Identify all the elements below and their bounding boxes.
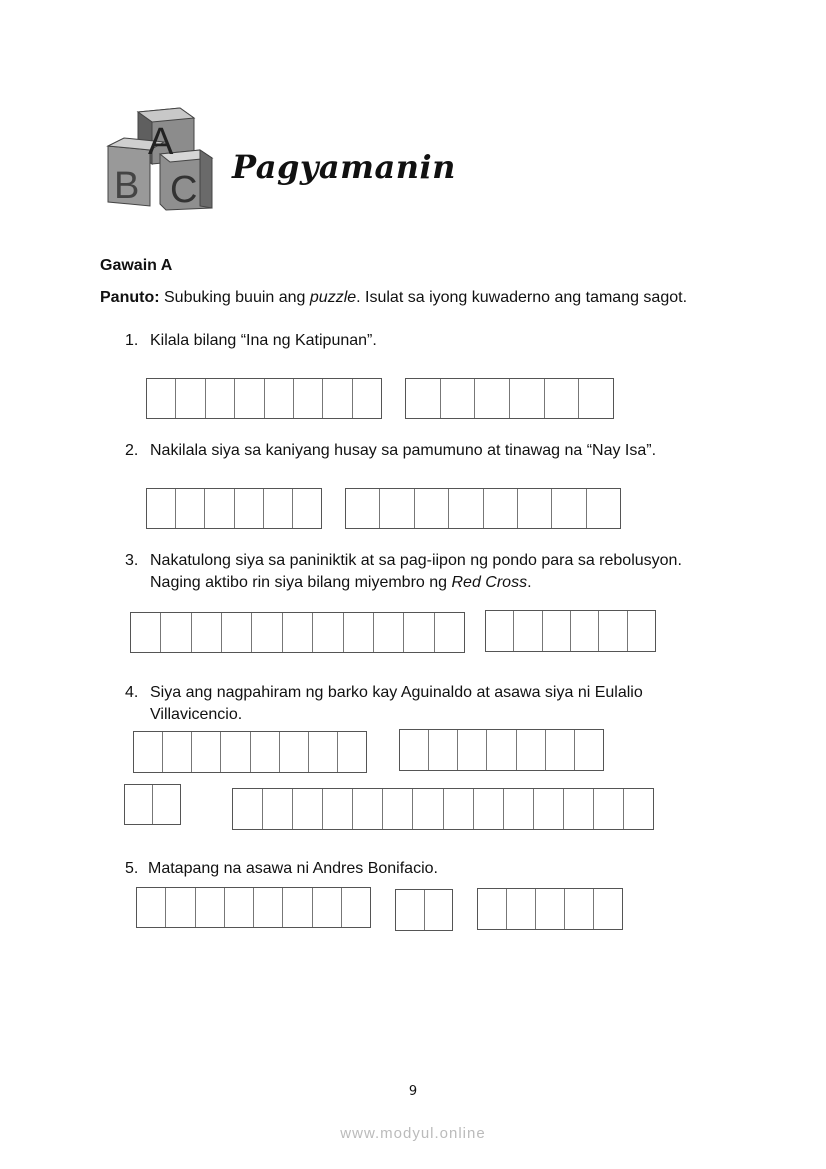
answer-cell[interactable] [221, 732, 250, 772]
question-text: Siya ang nagpahiram ng barko kay Aguinaldo at asawa siya ni Eulalio [150, 684, 643, 701]
question-text-line2 [150, 572, 532, 594]
answer-cell[interactable] [415, 489, 449, 528]
answer-cell[interactable] [235, 489, 264, 528]
answer-cell[interactable] [396, 890, 425, 930]
answer-cell[interactable] [225, 888, 254, 927]
answer-cell[interactable] [487, 730, 516, 770]
answer-cell[interactable] [517, 730, 546, 770]
answer-cell[interactable] [147, 489, 176, 528]
answer-cell[interactable] [579, 379, 613, 418]
answer-cell[interactable] [293, 789, 323, 829]
instruction-text-after: . Isulat sa iyong kuwaderno ang tamang sagot. [356, 289, 688, 306]
answer-cell[interactable] [444, 789, 474, 829]
answer-cell[interactable] [383, 789, 413, 829]
answer-cell[interactable] [400, 730, 429, 770]
answer-cell[interactable] [552, 489, 586, 528]
page-number: 9 [408, 1084, 418, 1099]
answer-cell[interactable] [313, 613, 343, 652]
answer-cell[interactable] [233, 789, 263, 829]
answer-cell[interactable] [546, 730, 575, 770]
question-4 [125, 682, 805, 726]
question-text-line2-after: . [527, 574, 532, 591]
answer-cell[interactable] [380, 489, 414, 528]
instruction-text-italic: puzzle [309, 289, 357, 306]
answer-cell[interactable] [571, 611, 599, 651]
answer-cell[interactable] [474, 789, 504, 829]
answer-cell[interactable] [475, 379, 510, 418]
answer-cell[interactable] [166, 888, 195, 927]
answer-cell[interactable] [575, 730, 603, 770]
question-number: 4. [125, 684, 139, 701]
answer-cell[interactable] [594, 889, 622, 929]
instruction [100, 289, 687, 307]
answer-grid[interactable] [136, 887, 371, 928]
answer-cell[interactable] [425, 890, 453, 930]
answer-cell[interactable] [338, 732, 366, 772]
answer-cell[interactable] [283, 613, 313, 652]
answer-cell[interactable] [504, 789, 534, 829]
question-2 [125, 440, 805, 462]
question-text: Nakilala siya sa kaniyang husay sa pamumuno at tinawag na “Nay Isa”. [150, 442, 657, 459]
answer-grid[interactable] [133, 731, 367, 773]
answer-cell[interactable] [353, 789, 383, 829]
answer-cell[interactable] [484, 489, 518, 528]
answer-cell[interactable] [283, 888, 312, 927]
abc-blocks-logo [104, 104, 216, 212]
answer-cell[interactable] [599, 611, 627, 651]
answer-cell[interactable] [196, 888, 225, 927]
answer-cell[interactable] [534, 789, 564, 829]
answer-cell[interactable] [565, 889, 594, 929]
answer-cell[interactable] [265, 379, 294, 418]
answer-cell[interactable] [346, 489, 380, 528]
answer-cell[interactable] [252, 613, 282, 652]
answer-cell[interactable] [235, 379, 264, 418]
answer-cell[interactable] [518, 489, 552, 528]
answer-grid[interactable] [477, 888, 623, 930]
logo-letter-a: A [148, 121, 174, 163]
logo-letter-c: C [170, 169, 198, 211]
question-text-line2-before: Naging aktibo rin siya bilang miyembro ng [150, 574, 452, 591]
answer-grid[interactable] [124, 784, 181, 825]
answer-cell[interactable] [441, 379, 476, 418]
answer-grid[interactable] [485, 610, 656, 652]
answer-cell[interactable] [147, 379, 176, 418]
answer-cell[interactable] [323, 379, 352, 418]
question-text-line2: Villavicencio. [150, 706, 243, 723]
answer-cell[interactable] [309, 732, 338, 772]
answer-cell[interactable] [206, 379, 235, 418]
answer-cell[interactable] [404, 613, 434, 652]
question-text: Nakatulong siya sa paniniktik at sa pag-iipon ng pondo para sa rebolusyon. [150, 552, 682, 569]
answer-cell[interactable] [153, 785, 180, 824]
activity-title: Gawain A [100, 257, 173, 274]
question-3 [125, 550, 805, 594]
answer-cell[interactable] [353, 379, 381, 418]
question-text: Matapang na asawa ni Andres Bonifacio. [148, 860, 438, 877]
answer-cell[interactable] [293, 489, 321, 528]
answer-cell[interactable] [543, 611, 571, 651]
answer-cell[interactable] [222, 613, 252, 652]
answer-cell[interactable] [486, 611, 514, 651]
answer-cell[interactable] [161, 613, 191, 652]
question-number: 1. [125, 332, 139, 349]
answer-cell[interactable] [374, 613, 404, 652]
question-5 [125, 858, 805, 880]
question-text-line2-italic: Red Cross [451, 574, 528, 591]
answer-cell[interactable] [176, 379, 205, 418]
question-number: 3. [125, 552, 139, 569]
answer-cell[interactable] [342, 888, 370, 927]
answer-cell[interactable] [176, 489, 205, 528]
answer-cell[interactable] [205, 489, 234, 528]
answer-cell[interactable] [254, 888, 283, 927]
answer-cell[interactable] [406, 379, 441, 418]
answer-cell[interactable] [429, 730, 458, 770]
answer-cell[interactable] [449, 489, 483, 528]
answer-cell[interactable] [594, 789, 624, 829]
answer-grid[interactable] [130, 612, 465, 653]
answer-cell[interactable] [163, 732, 192, 772]
answer-cell[interactable] [458, 730, 487, 770]
answer-cell[interactable] [435, 613, 464, 652]
answer-cell[interactable] [323, 789, 353, 829]
section-title: Pagyamanin [232, 148, 456, 186]
watermark: www.modyul.online [340, 1125, 486, 1142]
answer-grid[interactable] [146, 378, 382, 419]
answer-cell[interactable] [624, 789, 653, 829]
answer-cell[interactable] [134, 732, 163, 772]
answer-grid[interactable] [405, 378, 614, 419]
answer-cell[interactable] [514, 611, 542, 651]
answer-cell[interactable] [545, 379, 580, 418]
answer-cell[interactable] [510, 379, 545, 418]
answer-cell[interactable] [587, 489, 620, 528]
answer-cell[interactable] [131, 613, 161, 652]
answer-cell[interactable] [137, 888, 166, 927]
answer-grid[interactable] [345, 488, 621, 529]
answer-cell[interactable] [280, 732, 309, 772]
answer-cell[interactable] [313, 888, 342, 927]
answer-cell[interactable] [413, 789, 443, 829]
answer-cell[interactable] [478, 889, 507, 929]
answer-cell[interactable] [264, 489, 293, 528]
question-number: 5. [125, 860, 139, 877]
answer-cell[interactable] [564, 789, 594, 829]
answer-grid[interactable] [399, 729, 604, 771]
answer-grid[interactable] [395, 889, 453, 931]
instruction-text-before: Subuking buuin ang [159, 289, 310, 306]
logo-letter-b: B [114, 165, 140, 207]
answer-cell[interactable] [507, 889, 536, 929]
answer-cell[interactable] [251, 732, 280, 772]
answer-grid[interactable] [146, 488, 322, 529]
question-number: 2. [125, 442, 139, 459]
instruction-label: Panuto: [100, 289, 160, 306]
answer-cell[interactable] [192, 613, 222, 652]
answer-cell[interactable] [628, 611, 655, 651]
answer-grid[interactable] [232, 788, 654, 830]
question-text: Kilala bilang “Ina ng Katipunan”. [150, 332, 377, 349]
answer-cell[interactable] [344, 613, 374, 652]
answer-cell[interactable] [536, 889, 565, 929]
question-1 [125, 330, 805, 352]
answer-cell[interactable] [192, 732, 221, 772]
answer-cell[interactable] [263, 789, 293, 829]
answer-cell[interactable] [125, 785, 153, 824]
answer-cell[interactable] [294, 379, 323, 418]
